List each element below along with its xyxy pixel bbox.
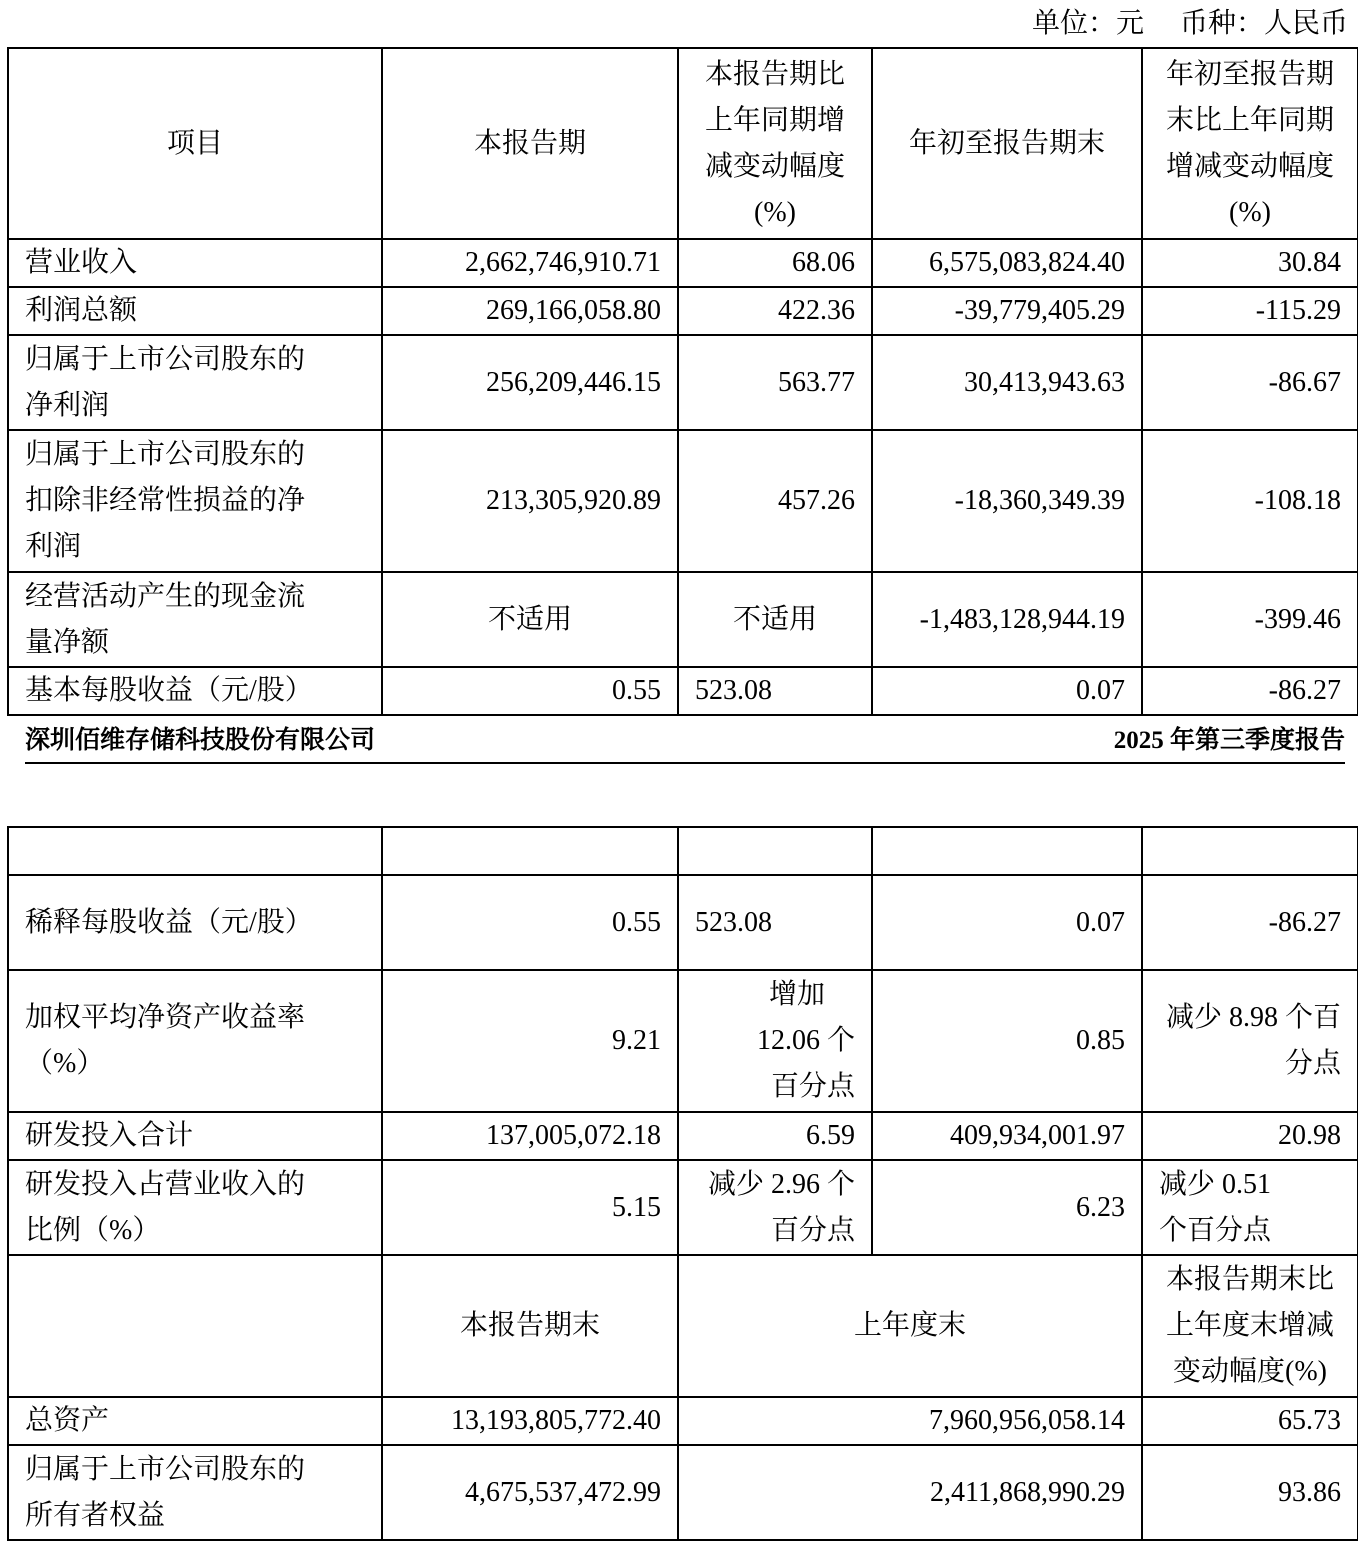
cell-ytd-change <box>1142 1160 1358 1255</box>
cell-line: 增加 <box>768 979 825 1010</box>
footer-report-title: 2025 年第三季度报告 <box>1113 727 1345 754</box>
row-item-line: 归属于上市公司股东的 <box>25 1453 306 1485</box>
unit-label: 单位：元 <box>1031 8 1144 39</box>
table-row <box>8 335 1358 430</box>
table-row <box>8 1160 1358 1255</box>
row-item: 利润总额 <box>8 287 382 335</box>
cell-ytd: -39,779,405.29 <box>872 287 1142 335</box>
header-line: (%) <box>1229 196 1271 228</box>
table-row <box>8 667 1358 715</box>
cell-ytd: -1,483,128,944.19 <box>872 572 1142 667</box>
cell-change <box>678 1160 872 1255</box>
cell-ytd-change: -399.46 <box>1142 572 1358 667</box>
cell-ytd: -18,360,349.39 <box>872 430 1142 572</box>
table-row <box>8 572 1358 667</box>
row-item-line: 净利润 <box>25 389 110 421</box>
table-row <box>8 875 1358 970</box>
header-line: (%) <box>754 196 796 228</box>
cell-line: 12.06 个 <box>756 1025 855 1056</box>
row-item-line: 所有者权益 <box>25 1499 166 1531</box>
header-balance-change <box>1142 1255 1358 1397</box>
table-row <box>8 1112 1358 1160</box>
table-row <box>8 430 1358 572</box>
cell-balance-change: 93.86 <box>1142 1445 1358 1540</box>
row-item <box>8 1160 382 1255</box>
row-item: 稀释每股收益（元/股） <box>8 875 382 970</box>
cell-ytd-change: -86.27 <box>1142 667 1358 715</box>
cell-ytd-change: -108.18 <box>1142 430 1358 572</box>
cell-current: 不适用 <box>382 572 678 667</box>
cell-change: 457.26 <box>678 430 872 572</box>
row-item: 基本每股收益（元/股） <box>8 667 382 715</box>
row-item <box>8 430 382 572</box>
header-line: 末比上年同期 <box>1165 104 1334 136</box>
header-line: 上年同期增 <box>704 104 845 136</box>
cell-ytd: 30,413,943.63 <box>872 335 1142 430</box>
table-row <box>8 970 1358 1112</box>
cell-period-end: 4,675,537,472.99 <box>382 1445 678 1540</box>
cell-ytd-change: 20.98 <box>1142 1112 1358 1160</box>
cell-line: 减少 2.96 个 <box>707 1168 855 1200</box>
cell-ytd: 6.23 <box>872 1160 1142 1255</box>
cell-current: 9.21 <box>382 970 678 1112</box>
row-item-line: 量净额 <box>25 626 110 658</box>
cell-line: 百分点 <box>770 1214 855 1246</box>
blank-cell <box>872 827 1142 875</box>
cell-ytd-change: -115.29 <box>1142 287 1358 335</box>
cell-ytd-change: 30.84 <box>1142 239 1358 287</box>
cell-ytd: 0.07 <box>872 875 1142 970</box>
header-current: 本报告期 <box>382 48 678 239</box>
header-prior-year-end: 上年度末 <box>678 1255 1142 1397</box>
table-row <box>8 239 1358 287</box>
cell-current: 256,209,446.15 <box>382 335 678 430</box>
header-line: 年初至报告期 <box>1165 58 1334 90</box>
cell-change: 563.77 <box>678 335 872 430</box>
row-item-line: （%） <box>25 1048 105 1079</box>
header-line: 减变动幅度 <box>704 150 845 182</box>
cell-change: 68.06 <box>678 239 872 287</box>
cell-current: 0.55 <box>382 667 678 715</box>
table-row <box>8 287 1358 335</box>
cell-ytd: 6,575,083,824.40 <box>872 239 1142 287</box>
cell-change: 不适用 <box>678 572 872 667</box>
cell-ytd: 0.07 <box>872 667 1142 715</box>
cell-line: 个百分点 <box>1159 1214 1272 1246</box>
header-period-end: 本报告期末 <box>382 1255 678 1397</box>
cell-line: 百分点 <box>770 1071 855 1102</box>
table-row <box>8 1445 1358 1540</box>
cell-ytd-change: -86.27 <box>1142 875 1358 970</box>
cell-current: 0.55 <box>382 875 678 970</box>
financial-table-part2 <box>7 826 1358 1541</box>
cell-change: 6.59 <box>678 1112 872 1160</box>
cell-change <box>678 970 872 1112</box>
cell-line: 减少 0.51 <box>1159 1168 1272 1200</box>
row-item-line: 扣除非经常性损益的净 <box>25 485 306 516</box>
cell-current: 2,662,746,910.71 <box>382 239 678 287</box>
header-ytd-change <box>1142 48 1358 239</box>
cell-ytd-change: -86.67 <box>1142 335 1358 430</box>
row-item: 营业收入 <box>8 239 382 287</box>
footer-company: 深圳佰维存储科技股份有限公司 <box>25 727 376 754</box>
row-item-line: 归属于上市公司股东的 <box>25 343 306 375</box>
row-item-line: 归属于上市公司股东的 <box>25 439 306 470</box>
header-row <box>8 48 1358 239</box>
cell-prior-year-end: 7,960,956,058.14 <box>678 1397 1142 1445</box>
row-item <box>8 335 382 430</box>
cell-change: 422.36 <box>678 287 872 335</box>
header-line: 变动幅度(%) <box>1173 1356 1327 1387</box>
row-item: 研发投入合计 <box>8 1112 382 1160</box>
header-line: 本报告期比 <box>704 58 845 90</box>
cell-change: 523.08 <box>678 667 872 715</box>
header-line: 上年度末增减 <box>1165 1310 1334 1341</box>
row-item: 总资产 <box>8 1397 382 1445</box>
cell-prior-year-end: 2,411,868,990.29 <box>678 1445 1142 1540</box>
cell-ytd: 0.85 <box>872 970 1142 1112</box>
header-line: 本报告期末比 <box>1165 1264 1334 1295</box>
page-footer <box>25 718 1345 764</box>
header-current-change <box>678 48 872 239</box>
header-item: 项目 <box>8 48 382 239</box>
row-item <box>8 572 382 667</box>
cell-ytd-change <box>1142 970 1358 1112</box>
currency-label: 币种：人民币 <box>1179 8 1348 39</box>
row-item-line: 比例（%） <box>25 1214 161 1246</box>
blank-row <box>8 827 1358 875</box>
cell-line: 减少 8.98 个百 <box>1165 1002 1341 1033</box>
blank-cell <box>8 827 382 875</box>
row-item-line: 经营活动产生的现金流 <box>25 580 306 612</box>
cell-ytd: 409,934,001.97 <box>872 1112 1142 1160</box>
financial-table-part1 <box>7 47 1358 716</box>
cell-current: 137,005,072.18 <box>382 1112 678 1160</box>
cell-line: 分点 <box>1284 1048 1341 1079</box>
blank-cell <box>1142 827 1358 875</box>
cell-current: 5.15 <box>382 1160 678 1255</box>
row-item <box>8 970 382 1112</box>
blank-cell <box>678 827 872 875</box>
table-row <box>8 1397 1358 1445</box>
header-line: 增减变动幅度 <box>1165 150 1334 182</box>
cell-balance-change: 65.73 <box>1142 1397 1358 1445</box>
row-item-line: 加权平均净资产收益率 <box>25 1002 306 1033</box>
blank-cell <box>8 1255 382 1397</box>
row-item-line: 利润 <box>25 531 82 562</box>
row-item <box>8 1445 382 1540</box>
cell-period-end: 13,193,805,772.40 <box>382 1397 678 1445</box>
cell-current: 213,305,920.89 <box>382 430 678 572</box>
balance-header-row <box>8 1255 1358 1397</box>
cell-current: 269,166,058.80 <box>382 287 678 335</box>
unit-line <box>1032 4 1348 44</box>
cell-change: 523.08 <box>678 875 872 970</box>
row-item-line: 研发投入占营业收入的 <box>25 1168 306 1200</box>
blank-cell <box>382 827 678 875</box>
header-ytd: 年初至报告期末 <box>872 48 1142 239</box>
